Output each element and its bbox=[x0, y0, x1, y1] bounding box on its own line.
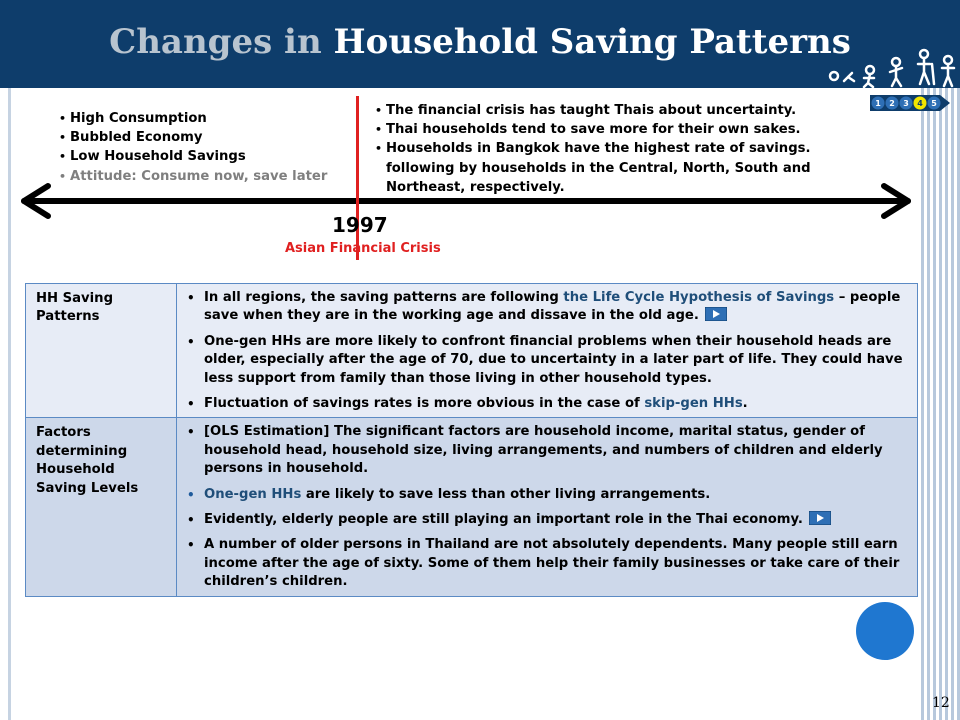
step-4[interactable]: 4 bbox=[917, 99, 923, 108]
step-indicator[interactable] bbox=[870, 95, 952, 111]
list-item-continuation: following by households in the Central, North, South and Northeast, respectively. bbox=[386, 160, 811, 195]
step-1[interactable]: 1 bbox=[875, 99, 881, 108]
list-item: • One-gen HHs are more likely to confront financial problems when their household heads are older, especially after the age of 70, due to uncertainty in a later part of life. They could have less support from family than those living in other household types. bbox=[187, 333, 907, 388]
crisis-year: 1997 bbox=[332, 213, 388, 237]
list-item: • One-gen HHs are likely to save less than other living arrangements. bbox=[187, 486, 907, 504]
list-item: • Evidently, elderly people are still playing an important role in the Thai economy. bbox=[187, 511, 907, 529]
pre-crisis-list bbox=[59, 109, 327, 186]
page-number: 12 bbox=[932, 695, 950, 711]
decorative-circle bbox=[856, 602, 914, 660]
list-item: • In all regions, the saving patterns are following the Life Cycle Hypothesis of Savings – people save when they are in the working age and dissave in the old age. bbox=[187, 289, 907, 326]
list-item: • Thai households tend to save more for their own sakes. bbox=[375, 120, 811, 139]
title-part1: Changes in bbox=[109, 22, 322, 62]
one-gen-text: One-gen HHs bbox=[204, 486, 302, 502]
list-item: • Households in Bangkok have the highest rate of savings. bbox=[375, 139, 811, 158]
step-5[interactable]: 5 bbox=[931, 99, 937, 108]
list-item: • Bubbled Economy bbox=[59, 128, 327, 147]
left-border-line bbox=[8, 88, 11, 720]
row-content bbox=[177, 284, 918, 418]
list-item: • The financial crisis has taught Thais about uncertainty. bbox=[375, 101, 811, 120]
saving-patterns-table bbox=[25, 283, 918, 597]
step-2[interactable]: 2 bbox=[889, 99, 895, 108]
elderly-people-icon bbox=[826, 48, 956, 88]
skip-gen-text: skip-gen HHs bbox=[644, 396, 743, 412]
play-icon[interactable] bbox=[705, 307, 727, 321]
table-row bbox=[26, 284, 918, 418]
list-item: • Fluctuation of savings rates is more obvious in the case of skip-gen HHs. bbox=[187, 395, 907, 413]
list-item: • [OLS Estimation] The significant factors are household income, marital status, gender of household head, household size, living arrangements, and numbers of children and elderly persons in household. bbox=[187, 423, 907, 478]
row-content bbox=[177, 418, 918, 596]
step-3[interactable]: 3 bbox=[903, 99, 909, 108]
row-label: Factors determining Household Saving Levels bbox=[26, 418, 177, 596]
slide-title bbox=[0, 22, 960, 62]
table-row bbox=[26, 418, 918, 596]
decorative-stripes bbox=[918, 88, 960, 720]
list-item: • A number of older persons in Thailand are not absolutely dependents. Many people still earn income after the age of sixty. Some of them help their family businesses or take care of their children’s children. bbox=[187, 536, 907, 591]
list-item: • Attitude: Consume now, save later bbox=[59, 167, 327, 186]
life-cycle-hypothesis-text: the Life Cycle Hypothesis of Savings bbox=[563, 290, 835, 305]
timeline-double-arrow bbox=[18, 182, 914, 220]
title-part2: Household Saving Patterns bbox=[333, 22, 851, 62]
row-label: HH Saving Patterns bbox=[26, 284, 177, 418]
play-icon[interactable] bbox=[809, 511, 831, 525]
crisis-label: Asian Financial Crisis bbox=[285, 241, 441, 256]
list-item: • High Consumption bbox=[59, 109, 327, 128]
list-item: • Low Household Savings bbox=[59, 147, 327, 166]
